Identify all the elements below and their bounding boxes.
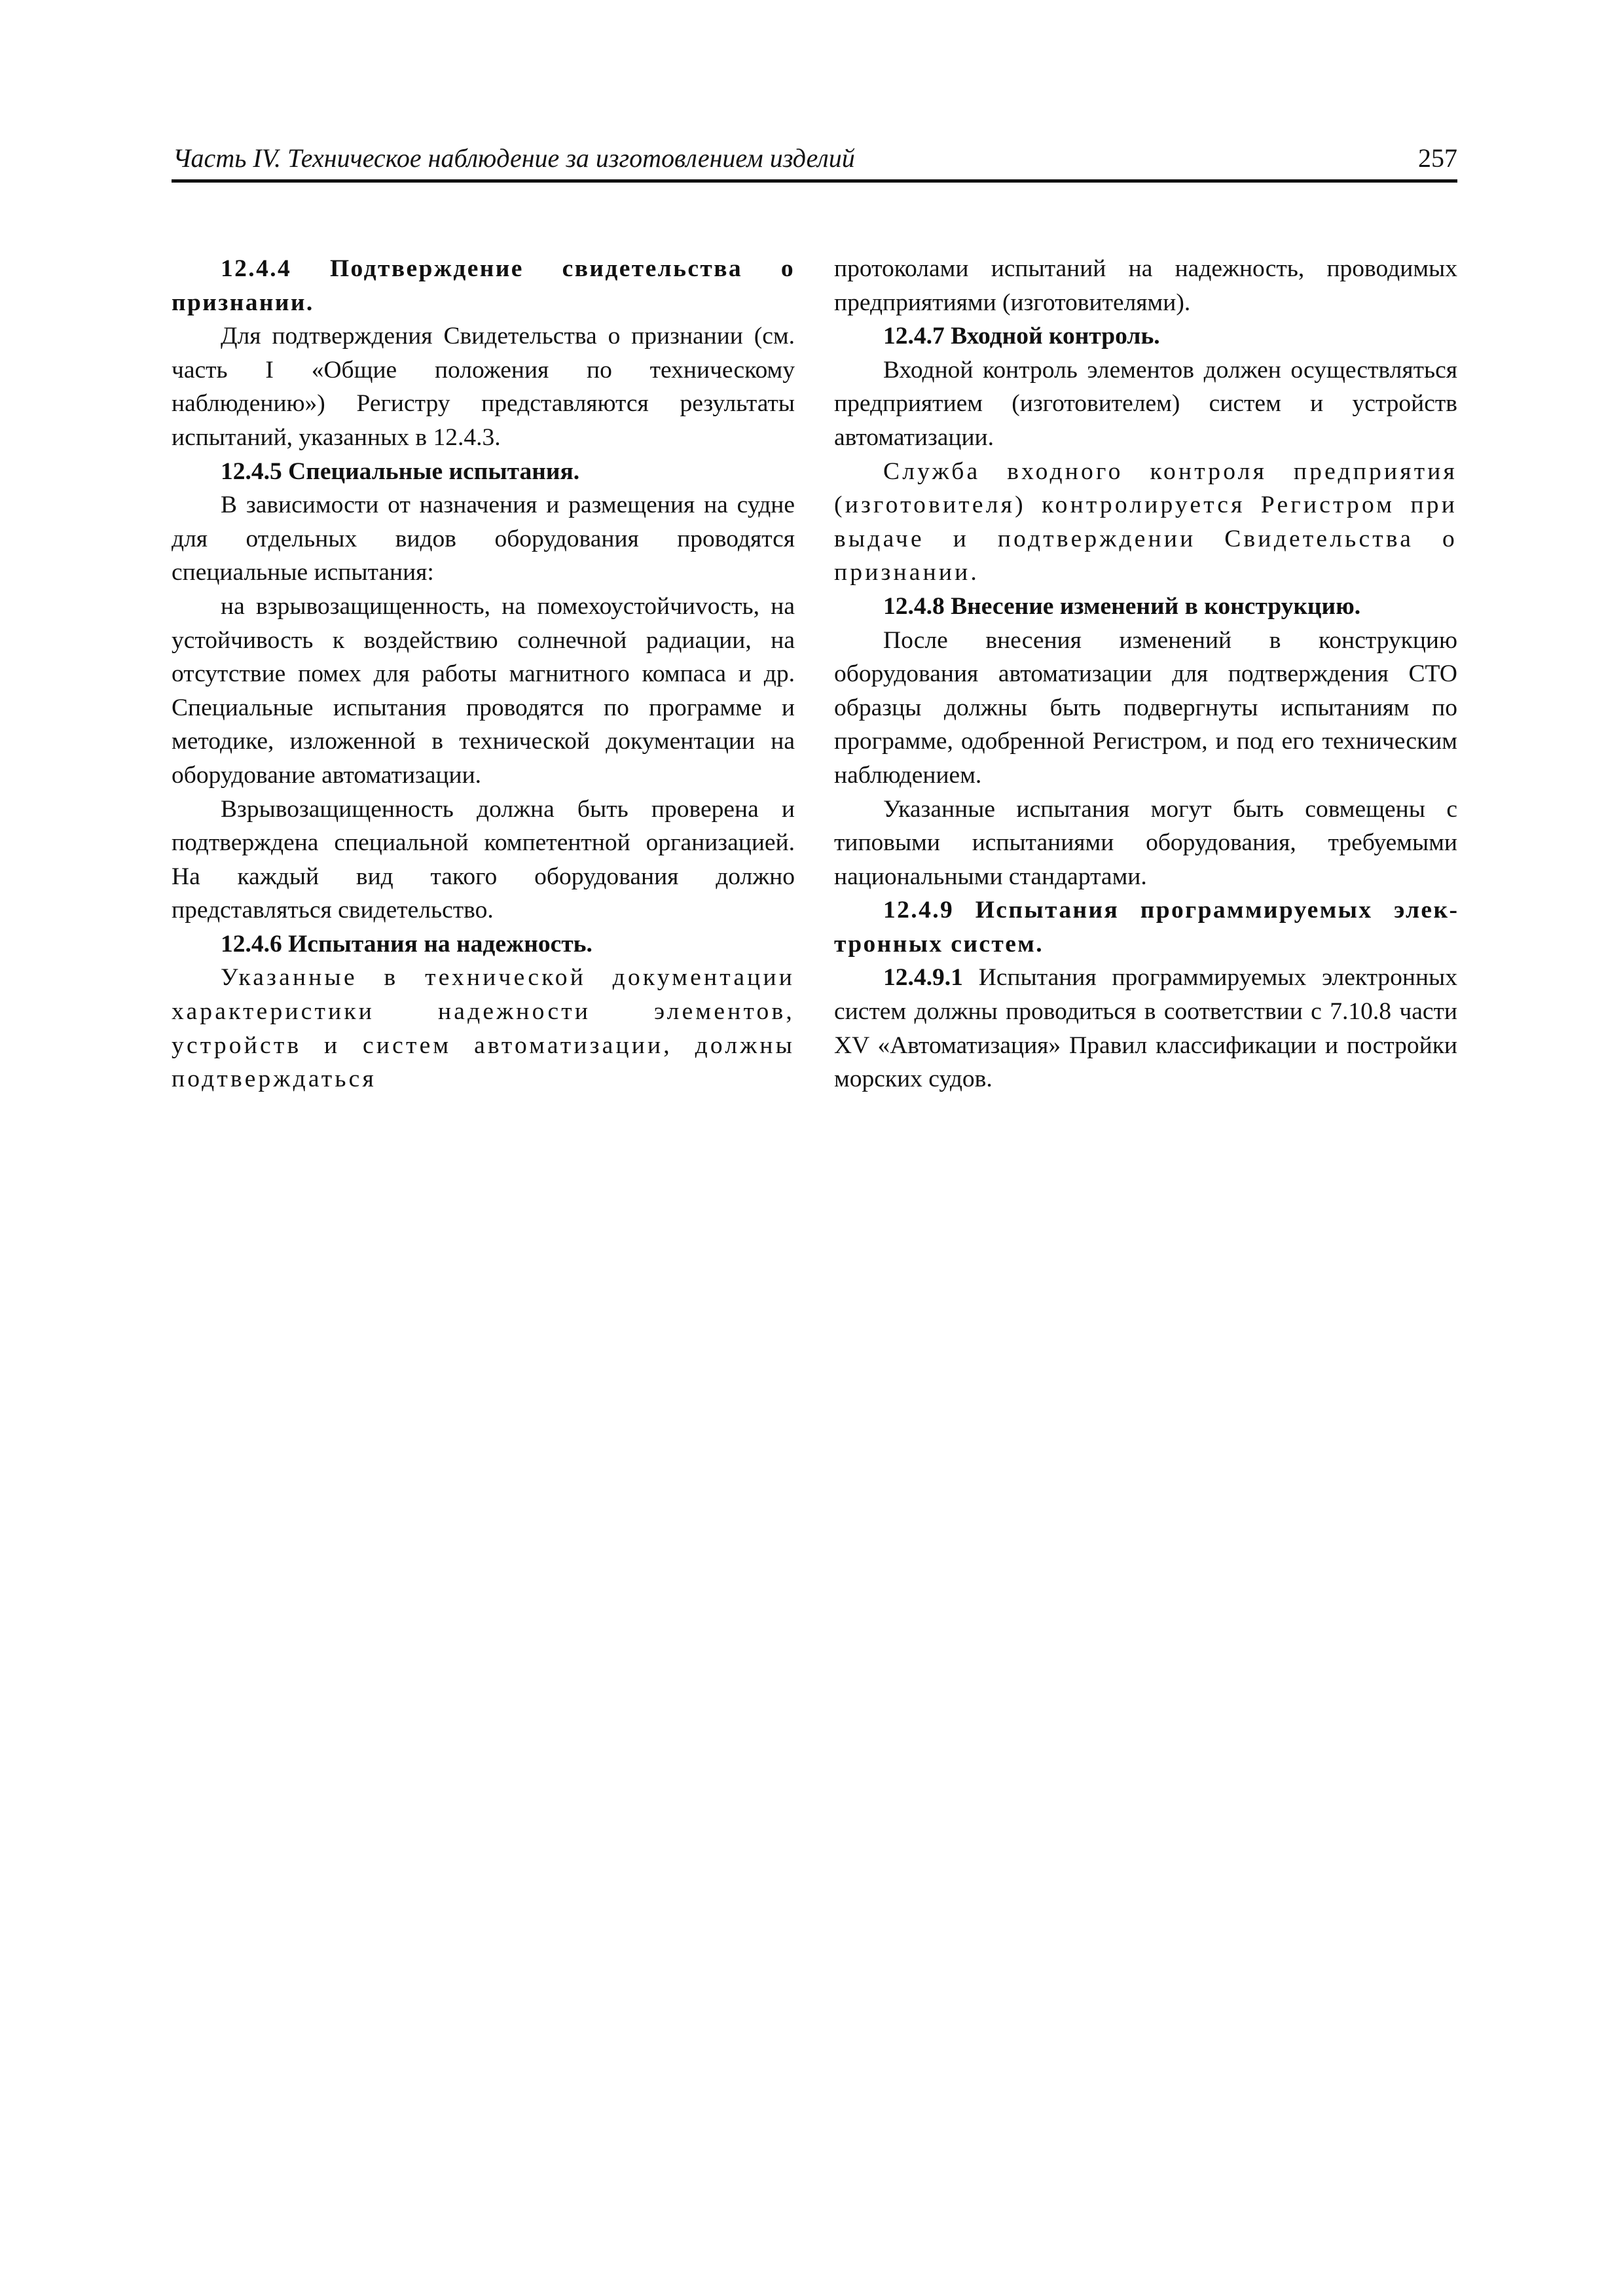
section-heading-12-4-4: 12.4.4 Подтверждение свидетельства о признании.	[172, 255, 795, 316]
running-header	[172, 139, 1457, 183]
clause-text: Испытания программируемых электронных систем должны проводиться в соответствии с 7.10.8 части XV «Автоматизация» Правил классификации и постройки морских судов.	[834, 964, 1457, 1093]
paragraph: Взрывозащищенность должна быть проверена и подтверждена специальной компетентной организацией. На каждый вид такого оборудования должно представляться свидетельство.	[172, 795, 795, 924]
paragraph: Входной контроль элементов должен осуществляться предприятием (изготовителем) систем и устройств автоматизации.	[834, 356, 1457, 451]
paragraph: Указанные испытания могут быть совмещены с типовыми испытаниями оборудования, требуемыми национальными стандартами.	[834, 795, 1457, 890]
section-heading-12-4-5: 12.4.5 Специальные испытания.	[221, 457, 580, 485]
paragraph: После внесения изменений в конструкцию оборудования автоматизации для подтверждения СТО образцы должны быть подвергнуты испытаниям по программе, одобренной Регистром, и под его техническим наблюдением.	[834, 626, 1457, 789]
paragraph: Служба входного контроля предприятия (изготовителя) контролируется Регистром при выдаче и подтверждении Свидетельства о признании.	[834, 457, 1457, 586]
paragraph-12-4-9-1	[834, 961, 1457, 1096]
section-heading-12-4-9: 12.4.9 Испытания программируемых электронных систем.	[834, 897, 1457, 958]
paragraph: Для подтверждения Свидетельства о признании (см. часть I «Общие положения по техническому наблюдению») Регистру представляются результаты испытаний, указанных в 12.4.3.	[172, 323, 795, 451]
paragraph: Указанные в технической документации характеристики надежности элементов, устройств и систем автоматизации, должны подтверждаться	[172, 964, 795, 1093]
section-heading-12-4-6: 12.4.6 Испытания на надежность.	[221, 930, 593, 958]
section-heading-12-4-7: 12.4.7 Входной контроль.	[883, 323, 1160, 350]
paragraph: на взрывозащищенность, на помехоустойчиvость, на устойчивость к воздействию солнечной радиации, на отсутствие помех для работы магнитного компаса и др. Специальные испытания проводятся по программе и методике, изложенной в технической документации на оборудование автоматизации.	[172, 592, 795, 789]
left-column	[172, 252, 795, 1096]
clause-number: 12.4.9.1	[883, 964, 963, 992]
right-column	[834, 252, 1457, 1096]
page-number: 257	[1418, 143, 1457, 173]
paragraph-continuation: протоколами испытаний на надежность, проводимых предприятиями (изготовителями).	[834, 255, 1457, 316]
running-title: Часть IV. Техническое наблюдение за изготовлением изделий	[173, 143, 855, 173]
paragraph: В зависимости от назначения и размещения на судне для отдельных видов оборудования проводятся специальные испытания:	[172, 492, 795, 586]
section-heading-12-4-8: 12.4.8 Внесение изменений в конструкцию.	[883, 592, 1361, 620]
